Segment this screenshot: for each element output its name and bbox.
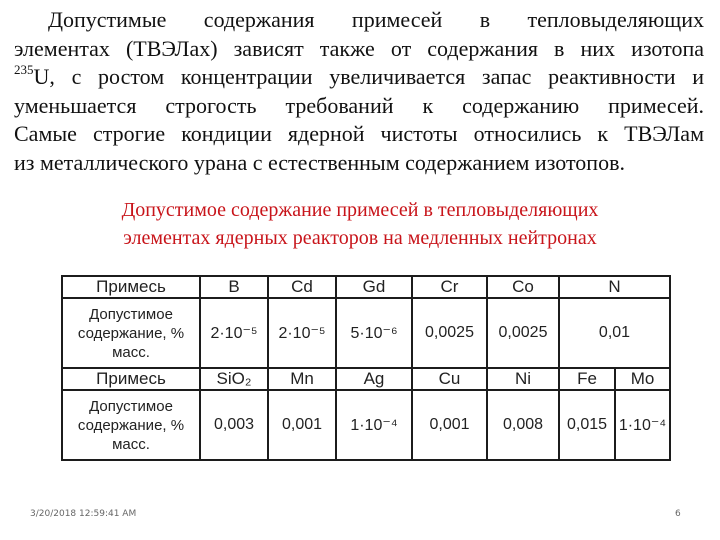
element-cell: Co	[487, 276, 559, 298]
value-cell: 1·10⁻⁴	[336, 390, 412, 460]
value-cell: 0,001	[412, 390, 487, 460]
element-cell: Ni	[487, 368, 559, 390]
allowed-content-label: Допустимое содержание, % масс.	[62, 390, 200, 460]
paragraph-line-2: элементах (ТВЭЛах) зависят также от содержания в них изотопа	[14, 35, 704, 61]
table-row	[62, 276, 670, 298]
element-cell: Fe	[559, 368, 615, 390]
paragraph-line-3: $^{235}$U, с ростом концентрации увеличивается запас реактивности и	[14, 61, 704, 90]
element-cell: SiO₂	[200, 368, 268, 390]
element-cell: Mn	[268, 368, 336, 390]
caption-line-1: Допустимое содержание примесей в тепловыделяющих	[121, 199, 599, 221]
value-cell: 0,0025	[412, 298, 487, 368]
value-cell: 0,0025	[487, 298, 559, 368]
element-cell: N	[559, 276, 670, 298]
value-cell: 0,003	[200, 390, 268, 460]
impurity-table	[61, 275, 671, 461]
value-cell: 0,01	[559, 298, 670, 368]
value-cell: 0,001	[268, 390, 336, 460]
value-cell: 2·10⁻⁵	[200, 298, 268, 368]
element-cell: Cd	[268, 276, 336, 298]
paragraph-line-4: уменьшается строгость требований к содержанию примесей.	[14, 92, 704, 118]
value-cell: 5·10⁻⁶	[336, 298, 412, 368]
table-caption	[60, 196, 660, 252]
paragraph-line-1: Допустимые содержания примесей в тепловыделяющих	[48, 7, 704, 32]
element-cell: B	[200, 276, 268, 298]
impurity-header-cell: Примесь	[62, 368, 200, 390]
impurity-header-cell: Примесь	[62, 276, 200, 298]
value-cell: 0,015	[559, 390, 615, 460]
body-paragraph	[14, 6, 704, 178]
slide-number: 6	[675, 509, 681, 519]
slide-date: 3/20/2018 12:59:41 AM	[30, 509, 137, 519]
value-cell: 0,008	[487, 390, 559, 460]
value-cell: 2·10⁻⁵	[268, 298, 336, 368]
allowed-content-label: Допустимое содержание, % масс.	[62, 298, 200, 368]
paragraph-line-5: Самые строгие кондиции ядерной чистоты относились к ТВЭЛам	[14, 121, 704, 147]
table-row	[62, 368, 670, 390]
table-row	[62, 390, 670, 460]
paragraph-line-6: из металлического урана с естественным содержанием изотопов.	[14, 149, 625, 175]
element-cell: Mo	[615, 368, 670, 390]
value-cell: 1·10⁻⁴	[615, 390, 670, 460]
element-cell: Gd	[336, 276, 412, 298]
caption-line-2: элементах ядерных реакторов на медленных нейтронах	[123, 227, 597, 249]
isotope-mass-number: 235	[14, 61, 34, 77]
element-cell: Ag	[336, 368, 412, 390]
table-row	[62, 298, 670, 368]
element-cell: Cu	[412, 368, 487, 390]
element-cell: Cr	[412, 276, 487, 298]
